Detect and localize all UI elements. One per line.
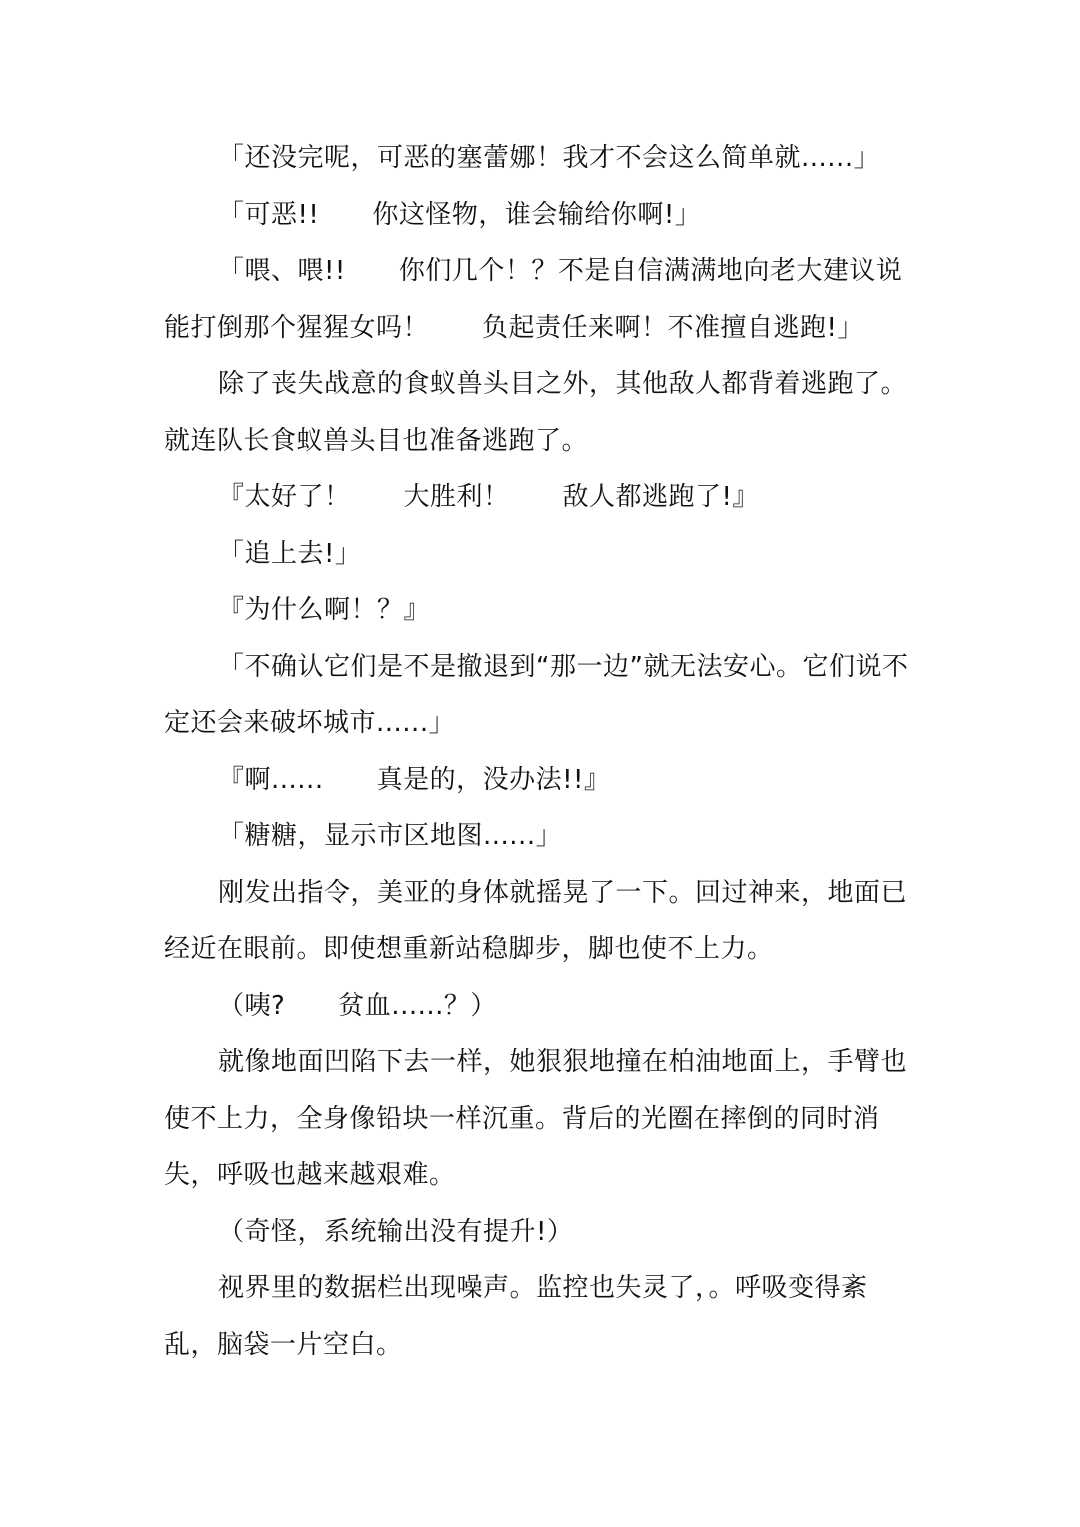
text-body xyxy=(164,130,920,1373)
paragraph: （咦? 贫血......？） xyxy=(218,990,497,1021)
paragraph: 就像地面凹陷下去一样，她狠狠地撞在柏油地面上，手臂也使不上力，全身像铅块一样沉重。背后的光圈在摔倒的同时消失，呼吸也越来越艰难。 xyxy=(164,1047,908,1190)
paragraph: 刚发出指令，美亚的身体就摇晃了一下。回过神来，地面已经近在眼前。即使想重新站稳脚步，脚也使不上力。 xyxy=(164,877,908,964)
paragraph: 「喂、喂!! 你们几个！？不是自信满满地向老大建议说能打倒那个猩猩女吗！ 负起责任来啊！不准擅自逃跑!」 xyxy=(164,256,903,343)
paragraph: 「不确认它们是不是撤退到“那一边”就无法安心。它们说不定还会来破坏城市......」 xyxy=(164,651,909,738)
paragraph: 『啊...... 真是的，没办法!!』 xyxy=(218,764,611,795)
paragraph: 『太好了！ 大胜利！ 敌人都逃跑了!』 xyxy=(218,482,759,512)
paragraph: 「追上去!」 xyxy=(218,538,362,569)
paragraph: 「糖糖，显示市区地图......」 xyxy=(218,821,563,851)
paragraph: 『为什么啊！？』 xyxy=(218,595,431,625)
paragraph: 视界里的数据栏出现噪声。监控也失灵了，。呼吸变得紊乱，脑袋一片空白。 xyxy=(164,1273,868,1360)
paragraph: 除了丧失战意的食蚁兽头目之外，其他敌人都背着逃跑了。就连队长食蚁兽头目也准备逃跑了。 xyxy=(164,369,908,456)
paragraph: 「可恶!! 你这怪物，谁会输给你啊!」 xyxy=(218,199,702,230)
paragraph: 「还没完呢，可恶的塞蕾娜！我才不会这么简单就......」 xyxy=(218,143,881,173)
paragraph: （奇怪，系统输出没有提升!） xyxy=(218,1216,574,1247)
